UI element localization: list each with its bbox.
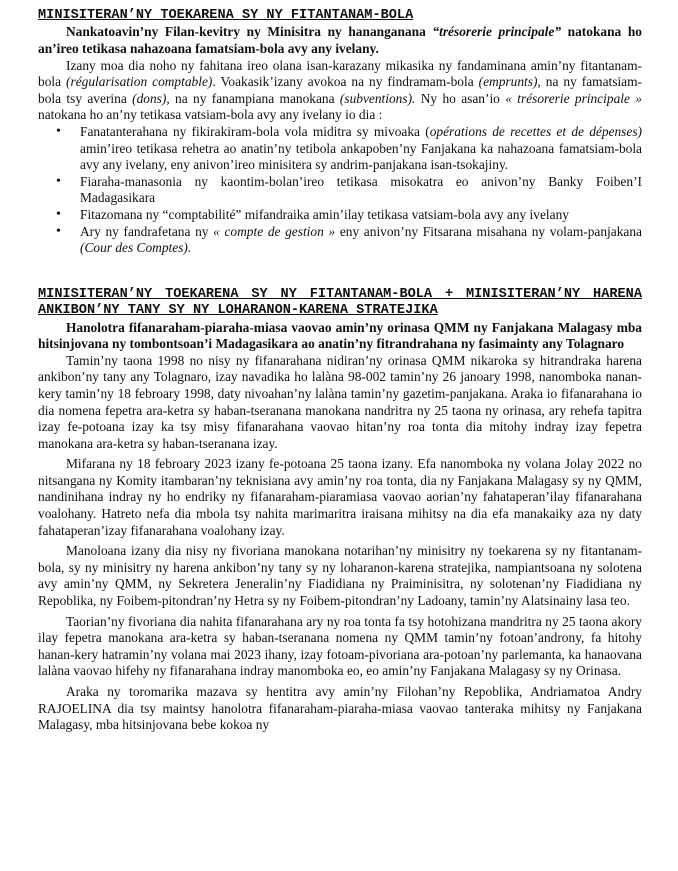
- text: , na ny fanampiana manokana: [166, 90, 340, 106]
- emphasis: (subventions).: [339, 90, 416, 106]
- emphasis: (dons): [132, 90, 167, 106]
- section-2-paragraph-1: Tamin’ny taona 1998 no nisy ny fifanarahana nidiran’ny orinasa QMM nikaroka sy hitrandraka harena ankibon’ny tany any Tolagnaro, izay navadika ho lalàna 98-002 tamin’ny 26 janoary 1998, nanomboka nanan-kery tamin’ny 18 febroary 1998, daty nivoahan’ny lalàna tamin’ny gazetim-panjakana. Araka io fifanarahana io dia nomena fepetra ara-ketra sy haban-tseranana manokana nandritra ny 25 taona ny orinasa, ary rehefa tapitra izay fe-potoana izay ka tsy misy fifanarahana vaovao hitan’ny roa tonta dia mitohy indray izay fepetra manokana ara-ketra sy haban-tseranana izay.: [38, 352, 642, 451]
- section-2-paragraph-4: Taorian’ny fivoriana dia nahita fifanarahana ary ny roa tonta fa tsy hotohizana mandritra ny 25 taona akory ilay fepetra manokana ara-ketra sy haban-tseranana nomena ny QMM tamin’ny fotoan’androny, fa hitohy hanan-kery hatramin’ny volana mai 2023 ihany, izay fotoam-pivoriana ara-potoan’ny parlemanta, ka hanaovana lalàna vaovao hifehy ny fifanarahana indray manomboka eo, eo amin’ny Fanjakana Malagasy sy ny Orinasa.: [38, 613, 642, 679]
- emphasis: (emprunts),: [478, 74, 541, 90]
- list-item: • Fiaraha-manasonia ny kaontim-bolan’ireo tetikasa misokatra eo anivon’ny Banky Foiben’I Madagasikara: [80, 174, 642, 207]
- section-2-heading: MINISITERAN’NY TOEKARENA SY NY FITANTANAM-BOLA + MINISITERAN’NY HARENA ANKIBON’NY TANY SY NY LOHARANON-KARENA STRATEJIKA: [38, 286, 642, 319]
- text: Fanatanterahana ny fikirakiram-bola vola miditra sy mivoaka (: [80, 123, 430, 139]
- lead-emphasis: “trésorerie principale”: [432, 24, 562, 40]
- emphasis: « trésorerie principale »: [505, 90, 642, 106]
- list-item: • Fitazomana ny “comptabilité” mifandraika amin’ilay tetikasa vatsiam-bola avy any ivelany: [80, 207, 642, 224]
- text: Ny ho asan’io: [415, 90, 506, 106]
- emphasis: opérations de recettes et de dépenses): [429, 123, 642, 139]
- text: amin’ireo tetikasa rehetra ao anatin’ny tetibola ankapoben’ny Fanjakana ka nahazoana famatsiam-bola avy any ivelany, eny anivon’ireo minisitera sy andrim-panjakana isan-tsokajiny.: [80, 140, 642, 173]
- lead-text-end: natokana ho an’ireo tetikasa nahazoana famatsiam-bola avy any ivelany.: [38, 24, 643, 56]
- text: natokana ho an’ny tetikasa vatsiam-bola avy any ivelany io dia :: [38, 107, 383, 123]
- emphasis: (Cour des Comptes).: [80, 240, 192, 256]
- section-2-lead: Hanolotra fifanaraham-piaraha-miasa vaovao amin’ny orinasa QMM ny Fanjakana Malagasy mba hitsinjovana ny tombontsoan’i Madagasikara ao anatin’ny fitrandrahana ny fasimainty any Tolagnaro: [38, 319, 642, 352]
- emphasis: (régularisation comptable): [66, 74, 213, 90]
- text: Ary ny fandrafetana ny: [80, 223, 214, 239]
- section-2-paragraph-5: Araka ny toromarika mazava sy hentitra avy amin’ny Filohan’ny Repoblika, Andriamatoa Andry RAJOELINA dia tsy maintsy hanolotra fifanaraham-piaraha-miasa vaovao tanteraka mihitsy ny Fanjakana Malagasy, mba hitsinjovana bebe kokoa ny: [38, 684, 642, 733]
- section-spacer: [38, 257, 642, 287]
- list-item: [80, 224, 642, 257]
- section-1-paragraph: [38, 58, 642, 124]
- bullet-list: [38, 124, 642, 257]
- section-2-paragraph-2: Mifarana ny 18 febroary 2023 izany fe-potoana 25 taona izany. Efa nanomboka ny volana Jolay 2022 no nitsangana ny Komity itambaran’ny teknisiana avy amin’ny roa tonta, dia ny Fanjakana Malagasy sy ny QMM, nandinihana indray ny ho endriky ny fifanaraham-piaramiasa vaovao aorian’ny fahataperan’ilay fifanarahana voalohany. Hatreto nefa dia mbola tsy nahita marimaritra iraisana mihitsy na dia efa manakaiky aza ny daty fahataperan’izay fifanarahana voalohany izay.: [38, 456, 642, 538]
- section-2-paragraph-3: Manoloana izany dia nisy ny fivoriana manokana notarihan’ny minisitry ny toekarena sy ny fitantanam-bola, sy ny minisitry ny harena ankibon’ny tany sy ny loharanon-karena stratejika, nampiantsoana ny solotena avy amin’ny QMM, ny Sekretera Jeneralin’ny Fiadidiana ny Praiminisitra, ny solotenan’ny Fiadidiana ny Repoblika, ny Foibem-pitondran’ny Hetra sy ny Foibem-pitondran’ny Ladoany, tamin’ny Alatsinainy lasa teo.: [38, 543, 642, 609]
- lead-text: Nankatoavin’ny Filan-kevitry ny Minisitra ny hananganana: [66, 24, 433, 40]
- section-1-heading: MINISITERAN’NY TOEKARENA SY NY FITANTANAM-BOLA: [38, 8, 414, 23]
- list-item: [80, 124, 642, 174]
- text: na ny famatsiam-bola tsy averina: [38, 74, 642, 106]
- text: . Voakasik’izany avokoa na ny findramam-bola: [212, 74, 479, 90]
- section-1-lead: [38, 24, 642, 57]
- text: Izany moa dia noho ny fahitana ireo olana isan-karazany mikasika ny fandaminana amin’ny fitantanam-bola: [38, 57, 642, 90]
- text: eny anivon’ny Fitsarana misahana ny volam-panjakana: [335, 223, 642, 239]
- emphasis: « compte de gestion »: [213, 223, 336, 239]
